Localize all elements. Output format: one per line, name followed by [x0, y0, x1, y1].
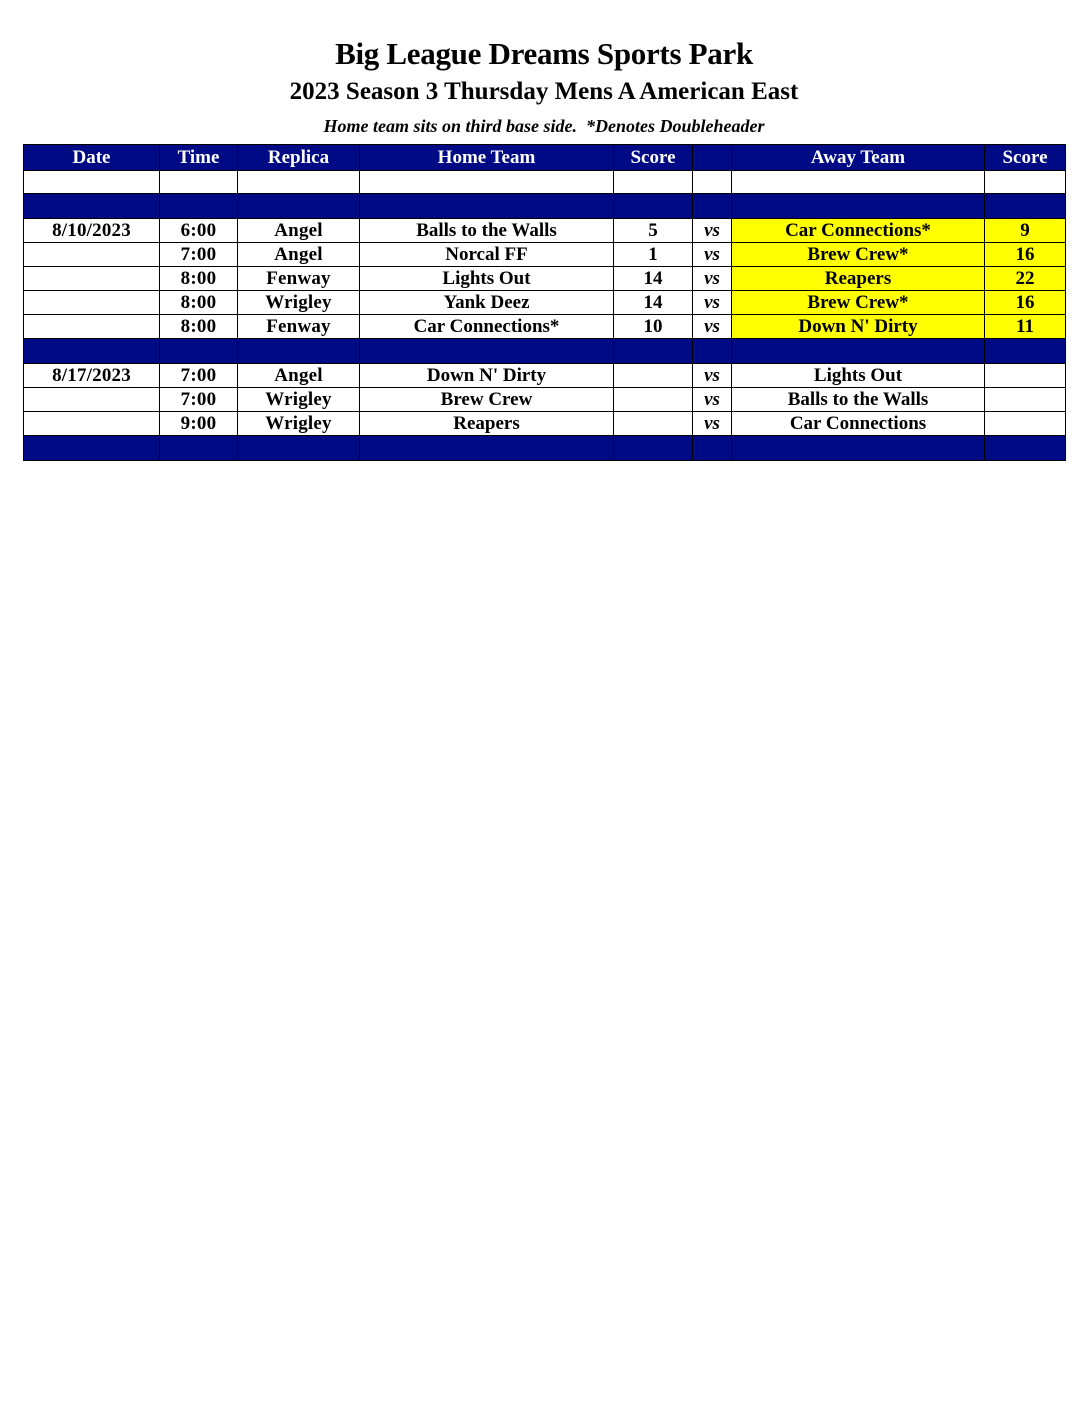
table-header-row [24, 145, 1066, 171]
time-cell: 7:00 [160, 243, 238, 267]
table-row [24, 243, 1066, 267]
vs-cell: vs [693, 412, 732, 436]
home-score-cell [614, 364, 693, 388]
table-row [24, 267, 1066, 291]
vs-cell: vs [693, 267, 732, 291]
date-cell: 8/10/2023 [24, 219, 160, 243]
page-subtitle: 2023 Season 3 Thursday Mens A American East [289, 78, 799, 105]
away-score-cell: 9 [985, 219, 1066, 243]
vs-cell: vs [693, 315, 732, 339]
vs-cell: vs [693, 388, 732, 412]
vs-cell: vs [693, 219, 732, 243]
vs-cell: vs [693, 291, 732, 315]
date-cell [24, 267, 160, 291]
schedule-body [24, 171, 1066, 461]
column-header-away-score: Score [985, 145, 1066, 171]
table-row [24, 364, 1066, 388]
home-score-cell: 5 [614, 219, 693, 243]
away-team-cell: Lights Out [732, 364, 985, 388]
column-header-date: Date [24, 145, 160, 171]
home-score-cell: 1 [614, 243, 693, 267]
home-team-cell: Lights Out [360, 267, 614, 291]
home-score-cell: 10 [614, 315, 693, 339]
replica-cell: Wrigley [238, 291, 360, 315]
replica-cell: Angel [238, 364, 360, 388]
table-row [24, 291, 1066, 315]
away-score-cell [985, 364, 1066, 388]
vs-cell: vs [693, 364, 732, 388]
away-score-cell [985, 388, 1066, 412]
column-header-home-score: Score [614, 145, 693, 171]
table-row [24, 219, 1066, 243]
away-team-cell: Balls to the Walls [732, 388, 985, 412]
table-row [24, 412, 1066, 436]
page-title: Big League Dreams Sports Park [335, 36, 753, 71]
replica-cell: Wrigley [238, 412, 360, 436]
home-team-cell: Car Connections* [360, 315, 614, 339]
home-team-cell: Balls to the Walls [360, 219, 614, 243]
replica-cell: Fenway [238, 315, 360, 339]
away-team-cell: Brew Crew* [732, 243, 985, 267]
home-team-cell: Yank Deez [360, 291, 614, 315]
time-cell: 8:00 [160, 267, 238, 291]
home-team-cell: Down N' Dirty [360, 364, 614, 388]
vs-cell: vs [693, 243, 732, 267]
blank-row [24, 171, 1066, 194]
schedule-table [23, 144, 1066, 461]
date-cell [24, 243, 160, 267]
schedule-note: Home team sits on third base side. *Denotes Doubleheader [323, 116, 765, 136]
week-separator-band [24, 339, 1066, 364]
time-cell: 8:00 [160, 315, 238, 339]
replica-cell: Fenway [238, 267, 360, 291]
date-cell [24, 412, 160, 436]
home-team-cell: Brew Crew [360, 388, 614, 412]
table-row [24, 315, 1066, 339]
away-team-cell: Reapers [732, 267, 985, 291]
away-score-cell: 16 [985, 243, 1066, 267]
away-score-cell: 16 [985, 291, 1066, 315]
away-team-cell: Brew Crew* [732, 291, 985, 315]
replica-cell: Wrigley [238, 388, 360, 412]
home-score-cell [614, 412, 693, 436]
away-score-cell: 11 [985, 315, 1066, 339]
home-score-cell: 14 [614, 267, 693, 291]
column-header-vs [693, 145, 732, 171]
away-team-cell: Car Connections* [732, 219, 985, 243]
week-separator-band [24, 436, 1066, 461]
time-cell: 6:00 [160, 219, 238, 243]
time-cell: 7:00 [160, 388, 238, 412]
column-header-time: Time [160, 145, 238, 171]
column-header-home-team: Home Team [360, 145, 614, 171]
away-score-cell [985, 412, 1066, 436]
week-separator-band [24, 194, 1066, 219]
replica-cell: Angel [238, 219, 360, 243]
home-team-cell: Norcal FF [360, 243, 614, 267]
time-cell: 8:00 [160, 291, 238, 315]
replica-cell: Angel [238, 243, 360, 267]
away-score-cell: 22 [985, 267, 1066, 291]
home-score-cell [614, 388, 693, 412]
date-cell [24, 388, 160, 412]
time-cell: 9:00 [160, 412, 238, 436]
away-team-cell: Down N' Dirty [732, 315, 985, 339]
time-cell: 7:00 [160, 364, 238, 388]
date-cell: 8/17/2023 [24, 364, 160, 388]
home-team-cell: Reapers [360, 412, 614, 436]
away-team-cell: Car Connections [732, 412, 985, 436]
column-header-replica: Replica [238, 145, 360, 171]
home-score-cell: 14 [614, 291, 693, 315]
date-cell [24, 291, 160, 315]
column-header-away-team: Away Team [732, 145, 985, 171]
date-cell [24, 315, 160, 339]
table-row [24, 388, 1066, 412]
